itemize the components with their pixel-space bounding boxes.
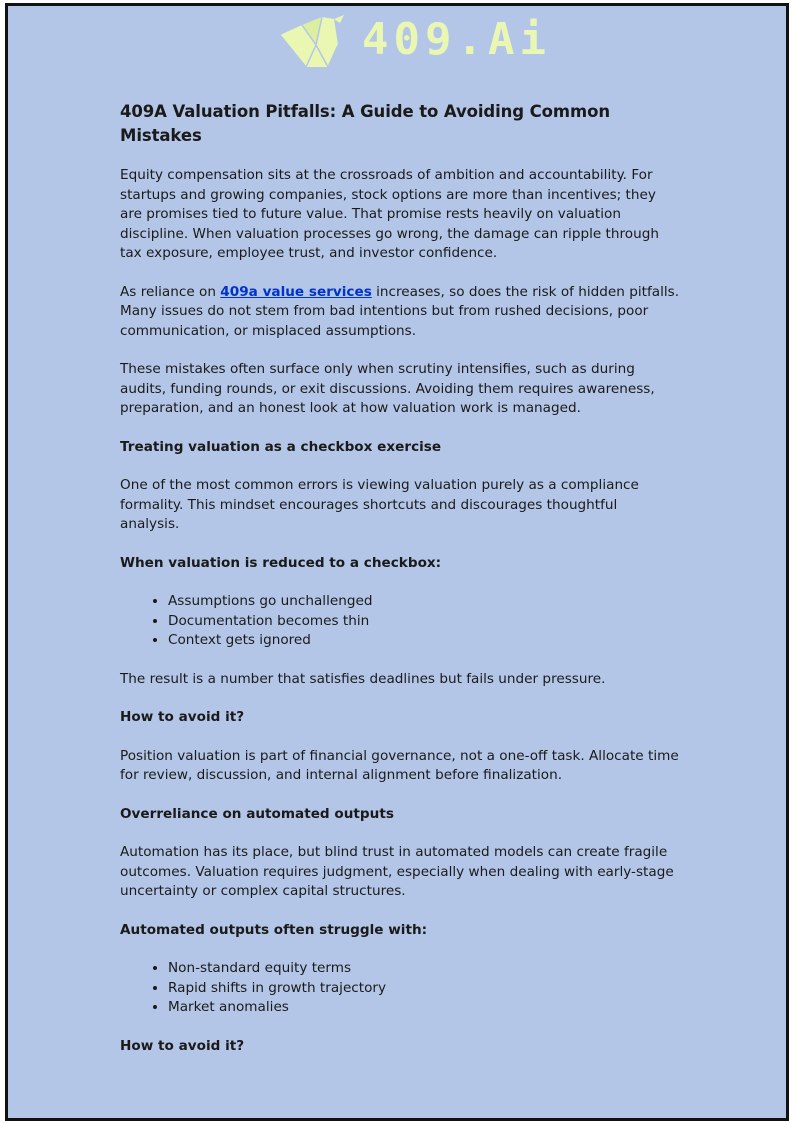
logo-text: 409.Ai xyxy=(362,14,551,65)
list-automated-struggles xyxy=(120,959,680,1018)
paragraph-result: The result is a number that satisfies deadlines but fails under pressure. xyxy=(120,670,606,687)
list-item: • Assumptions go unchallenged xyxy=(168,592,680,612)
list-item: • Rapid shifts in growth trajectory xyxy=(168,979,680,999)
list-item: • Context gets ignored xyxy=(168,631,680,651)
paragraph-reliance-start: As reliance on xyxy=(120,283,221,300)
heading-how-to-avoid-1: How to avoid it? xyxy=(120,709,245,725)
paragraph-reliance xyxy=(120,283,680,342)
paragraph-intro: Equity compensation sits at the crossroads of ambition and accountability. For startups and growing companies, stock options are more than incentives; they are promises tied to future value. That promise rests heavily on valuation discipline. When valuation processes go wrong, the damage can ripple through tax exposure, employee trust, and investor confidence. xyxy=(120,167,659,261)
document-page xyxy=(5,3,789,1121)
paragraph-compliance: One of the most common errors is viewing valuation purely as a compliance formality. This mindset encourages shortcuts and discourages thoughtful analysis. xyxy=(120,477,639,532)
paragraph-governance: Position valuation is part of financial governance, not a one-off task. Allocate time for review, discussion, and internal alignment before finalization. xyxy=(120,747,679,783)
heading-how-to-avoid-2: How to avoid it? xyxy=(120,1037,245,1054)
logo[interactable] xyxy=(276,14,551,71)
article xyxy=(120,100,680,1075)
list-checkbox-effects xyxy=(120,592,680,651)
heading-automated-struggle: Automated outputs often struggle with: xyxy=(120,921,428,938)
article-title: 409A Valuation Pitfalls: A Guide to Avoiding Common Mistakes xyxy=(120,102,610,145)
heading-checkbox-exercise: Treating valuation as a checkbox exercise xyxy=(120,438,442,455)
409a-value-services-link[interactable]: 409a value services xyxy=(220,283,372,300)
origami-bird-icon xyxy=(276,15,352,71)
list-item: • Documentation becomes thin xyxy=(168,612,680,632)
list-item: • Market anomalies xyxy=(168,998,680,1018)
heading-overreliance: Overreliance on automated outputs xyxy=(120,805,394,822)
list-item: • Non-standard equity terms xyxy=(168,959,680,979)
paragraph-scrutiny: These mistakes often surface only when scrutiny intensifies, such as during audits, funding rounds, or exit discussions. Avoiding them requires awareness, preparation, and an honest look at how valuation work is managed. xyxy=(120,361,655,416)
paragraph-reliance-end: increases, so does the risk of hidden pitfalls. Many issues do not stem from bad intentions but from rushed decisions, poor communication, or misplaced assumptions. xyxy=(120,283,680,339)
heading-reduced-checkbox: When valuation is reduced to a checkbox: xyxy=(120,554,442,571)
paragraph-automation: Automation has its place, but blind trust in automated models can create fragile outcomes. Valuation requires judgment, especially when dealing with early-stage uncertainty or complex capital structures. xyxy=(120,844,674,899)
